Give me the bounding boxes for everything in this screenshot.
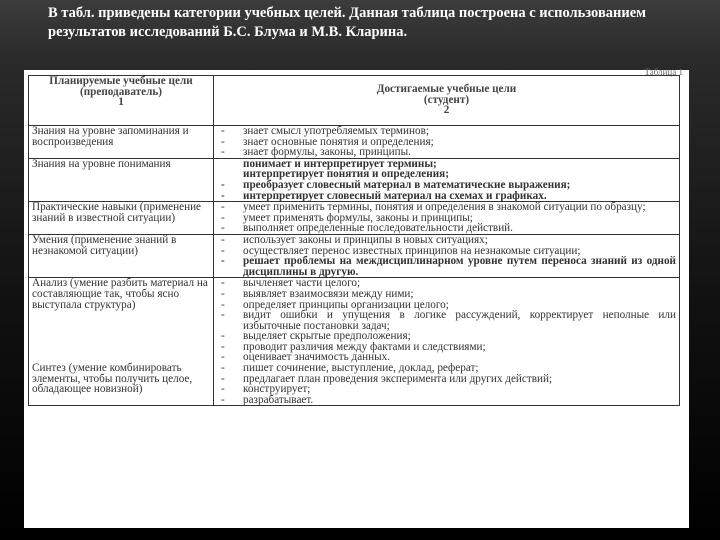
- dash-bullet: -: [221, 309, 225, 322]
- dash-bullet: -: [221, 125, 225, 137]
- table-row: [29, 278, 680, 406]
- table-row: [29, 202, 680, 235]
- goal-text: разрабатывает.: [243, 393, 314, 406]
- goal-item: [217, 256, 676, 277]
- goal-text: проводит различия между фактами и следствиями;: [243, 340, 486, 353]
- dash-bullet: -: [221, 298, 225, 311]
- header-label: Планируемые учебные цели (преподаватель): [49, 75, 193, 98]
- category-cell: [29, 278, 214, 406]
- dash-bullet: -: [221, 362, 225, 375]
- goal-item: [217, 223, 676, 234]
- category-label: Умения (применение знаний в незнакомой ситуации): [32, 233, 177, 257]
- goal-item: [217, 235, 676, 246]
- dash-bullet: -: [221, 146, 225, 159]
- goals-table-image: [24, 67, 689, 528]
- table-row: [29, 158, 680, 201]
- goal-text: пишет сочинение, выступление, доклад, реферат;: [243, 362, 479, 375]
- goal-text: осуществляет перенос известных принципов на незнакомые ситуации;: [243, 244, 581, 257]
- category-label: Знания на уровне понимания: [32, 157, 171, 170]
- dash-bullet: -: [221, 383, 225, 396]
- goal-text: предлагает план проведения эксперимента или других действий;: [243, 372, 553, 385]
- goal-item: [217, 147, 676, 158]
- table-number: Таблица 1: [644, 67, 683, 77]
- spacer: [32, 310, 210, 363]
- goal-text: знает основные понятия и определения;: [243, 135, 434, 148]
- dash-bullet: -: [221, 330, 225, 343]
- category-label: Синтез (умение комбинировать элементы, чтобы получить целое, обладающее новизной): [32, 362, 193, 396]
- dash-bullet: -: [221, 393, 225, 406]
- dash-bullet: -: [221, 222, 225, 235]
- goal-text: использует законы и принципы в новых ситуациях;: [243, 233, 488, 246]
- dash-bullet: -: [221, 135, 225, 148]
- goals-cell: [214, 158, 680, 201]
- dash-bullet: -: [221, 201, 225, 214]
- dash-bullet: -: [221, 233, 225, 246]
- header-achieved-goals: [214, 76, 680, 126]
- category-cell: [29, 158, 214, 201]
- goal-item: [217, 395, 676, 406]
- goal-text: выполняет определенные последовательности действий.: [243, 222, 513, 235]
- header-planned-goals: [29, 76, 214, 126]
- goal-text: выделяет скрытые предположения;: [243, 330, 411, 343]
- dash-bullet: -: [221, 340, 225, 353]
- goal-text: видит ошибки и упущения в логике рассуждений, корректирует неполные или избыточные постановки задач;: [243, 309, 676, 332]
- category-label: Практические навыки (применение знаний в известной ситуации): [32, 201, 202, 224]
- goal-text: умеет применять формулы, законы и принципы;: [243, 211, 473, 224]
- goal-text: преобразует словесный материал в математические выражения;: [243, 178, 571, 191]
- dash-bullet: -: [221, 287, 225, 300]
- goals-cell: [214, 126, 680, 159]
- dash-bullet: -: [221, 255, 225, 268]
- dash-bullet: -: [221, 351, 225, 364]
- goal-text: умеет применить термины, понятия и определения в знакомой ситуации по образцу;: [243, 201, 646, 214]
- category-label: Анализ (умение разбить материал на составляющие так, чтобы ясно выступала структура): [32, 277, 208, 311]
- goal-item: [217, 126, 676, 137]
- category-cell: [29, 234, 214, 277]
- goals-cell: [214, 278, 680, 406]
- goal-text: определяет принципы организации целого;: [243, 298, 449, 311]
- goal-text: знает смысл употребляемых терминов;: [243, 125, 429, 137]
- category-cell: [29, 126, 214, 159]
- table-row: [29, 126, 680, 159]
- dash-bullet: -: [221, 211, 225, 224]
- learning-goals-table: [28, 75, 680, 406]
- goals-cell: [214, 202, 680, 235]
- goal-text: знает формулы, законы, принципы.: [243, 146, 411, 159]
- goal-text: оценивает значимость данных.: [243, 351, 391, 364]
- category-cell: [29, 202, 214, 235]
- goal-text: вычленяет части целого;: [243, 277, 361, 290]
- goals-cell: [214, 234, 680, 277]
- goal-text: интерпретирует словесный материал на схемах и графиках.: [243, 189, 547, 202]
- category-label: Знания на уровне запоминания и воспроизведения: [32, 125, 189, 148]
- dash-bullet: -: [221, 372, 225, 385]
- dash-bullet: -: [221, 277, 225, 290]
- table-header-row: [29, 76, 680, 126]
- dash-bullet: -: [221, 244, 225, 257]
- goal-item: [217, 191, 676, 202]
- dash-bullet: -: [221, 178, 225, 191]
- goal-text: понимает и интерпретирует термины;: [243, 157, 437, 170]
- goal-text: конструирует;: [243, 383, 311, 396]
- goal-text: интерпретирует понятия и определения;: [243, 168, 449, 181]
- table-row: [29, 234, 680, 277]
- goal-item: [217, 289, 676, 300]
- header-label: Достигаемые учебные цели (студент): [376, 83, 517, 106]
- goal-text: выявляет взаимосвязи между ними;: [243, 287, 414, 300]
- dash-bullet: -: [221, 189, 225, 202]
- goal-item: [217, 180, 676, 191]
- header-number: 1: [118, 96, 124, 109]
- slide-title: В табл. приведены категории учебных целей. Данная таблица построена с использованием результатов исследований Б.С. Блума и М.В. Кларина.: [48, 5, 647, 40]
- goal-text: решает проблемы на междисциплинарном уровне путем переноса знаний из одной дисциплины в другую.: [243, 255, 676, 278]
- header-number: 2: [443, 104, 450, 117]
- goal-item: [217, 310, 676, 331]
